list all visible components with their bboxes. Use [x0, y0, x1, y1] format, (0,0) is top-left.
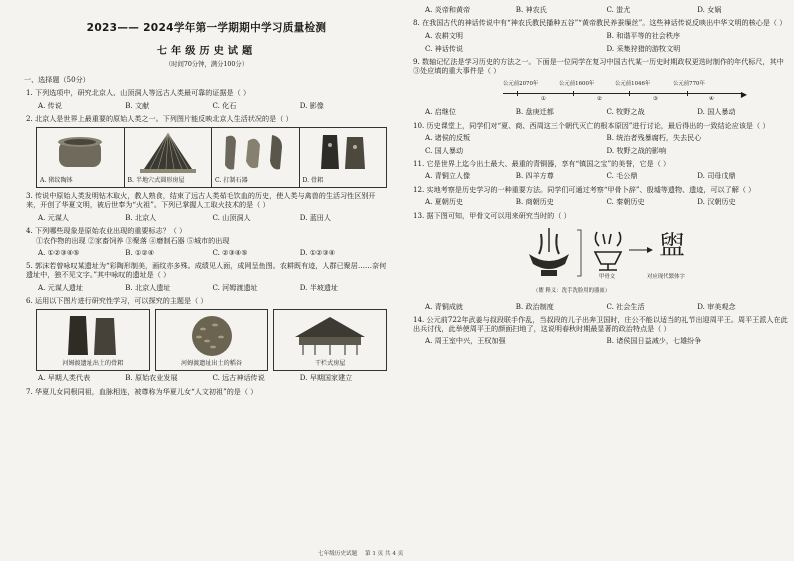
option-b[interactable]: B. 诸侯国日益减少，七雄纷争 — [606, 336, 702, 346]
option-a[interactable]: A. 夏朝历史 — [425, 197, 464, 207]
option-d[interactable]: D. ①②③④ — [299, 248, 336, 258]
option-c[interactable]: C. 毛公鼎 — [606, 171, 638, 181]
question-stem: 6. 运用以下图片进行研究性学习，可以探究的主题是（ ） — [26, 296, 208, 306]
options — [38, 214, 387, 223]
question-stem: 8. 在我国古代的神话传说中有“神农氏教民播种五谷”“黄帝教民养蚕缫丝”。这些神话传说反映出中华文明的核心是（ ） — [413, 18, 787, 28]
option-b[interactable]: B. 商朝历史 — [515, 197, 554, 207]
section-heading: 一、选择题（50分） — [24, 74, 90, 84]
timeline-mark: ③ — [653, 95, 658, 102]
option-a[interactable]: A. 传说 — [38, 100, 62, 110]
timeline-label: 公元前1600年 — [559, 80, 595, 87]
exam-note: （时间70分钟，满分100分） — [164, 60, 248, 68]
rice-grain-image — [155, 309, 269, 371]
option-c[interactable]: C. 山顶洞人 — [212, 212, 251, 222]
option-d[interactable]: D. 影像 — [299, 100, 324, 110]
figure-caption: 甲骨文 — [599, 274, 616, 281]
question-stem: 2. 北京人是世界上最重要的原始人类之一。下列图片能反映北京人生活状况的是（ ） — [26, 113, 293, 123]
option-b[interactable]: B. 政治制度 — [515, 301, 554, 311]
option-b[interactable]: B. 原始农业发展 — [125, 373, 178, 383]
arrow-right-icon: ▶ — [740, 89, 747, 99]
option-d[interactable]: D. 蓝田人 — [299, 212, 331, 222]
options — [425, 303, 788, 312]
option-a[interactable]: A. 元谋人 — [38, 212, 69, 222]
option-a[interactable]: A. 农耕文明 — [425, 30, 464, 40]
bone-spade-image[interactable] — [300, 128, 387, 187]
option-a[interactable]: A. 周王室中兴，王权加强 — [425, 336, 506, 346]
question-2 — [26, 115, 387, 188]
stone-tools-image[interactable] — [212, 128, 300, 187]
timeline-tick — [573, 91, 574, 96]
figure-caption: （盥 释义：洗手洗脸用的器皿） — [533, 288, 611, 295]
question-4 — [26, 227, 387, 258]
option-b[interactable]: B. 盘庚迁都 — [515, 107, 554, 117]
option-d[interactable]: D. 牧野之战的影响 — [606, 145, 667, 155]
option-a[interactable]: A. 青铜成就 — [425, 301, 464, 311]
option-d[interactable]: D. 审美观念 — [697, 301, 736, 311]
option-b[interactable]: B. 北京人遗址 — [125, 282, 171, 292]
bone-spade-image — [36, 309, 150, 371]
timeline-tick — [629, 91, 630, 96]
basin-illustration-icon — [529, 228, 569, 276]
figure-caption: 对应现代繁体字 — [647, 274, 685, 281]
right-column — [397, 0, 794, 561]
footer-subject: 七年级历史试题 — [318, 551, 358, 557]
options — [425, 108, 788, 117]
question-stem: 4. 下列哪些现象是原始农业出现的重要标志？（ ） — [26, 225, 187, 235]
option-d[interactable]: D. 早期国家建立 — [299, 373, 353, 383]
question-10 — [413, 122, 788, 156]
timeline-tick — [687, 91, 688, 96]
question-8 — [413, 19, 788, 53]
option-c[interactable]: C. 化石 — [212, 100, 237, 110]
timeline — [503, 80, 747, 105]
option-d[interactable]: D. 采集狩猎的游牧文明 — [606, 43, 681, 53]
option-d[interactable]: D. 汉朝历史 — [697, 197, 736, 207]
question-stem: 3. 传说中原始人类发明钻木取火，教人熟食，结束了远古人类茹毛饮血的历史，使人类与禽兽的生活习性区别开来，开创了华夏文明，被后世奉为“火祖”。下列已掌握人工取火技术的是（ ） — [26, 191, 376, 210]
option-c[interactable]: C. ②③④⑤ — [212, 248, 248, 258]
oracle-bone-figure — [523, 224, 703, 299]
timeline-tick — [517, 91, 518, 96]
option-a[interactable]: A. 早期人类代表 — [38, 373, 91, 383]
option-b[interactable]: B. 和谐平等的社会秩序 — [606, 30, 681, 40]
pic-caption: B. 半地穴式圆形房屋 — [127, 177, 185, 185]
options — [38, 102, 387, 111]
question-stem: 12. 实地考察是历史学习的一种重要方法。同学们可通过考察“甲骨卜辞”、殷墟等遗物、遗迹，可以了解（ ） — [413, 184, 756, 194]
question-3 — [26, 192, 387, 222]
timeline-label: 公元前770年 — [673, 80, 705, 87]
option-a[interactable]: A. 启继位 — [425, 107, 456, 117]
option-c[interactable]: C. 蚩尤 — [606, 5, 631, 14]
option-a[interactable]: A. 诸侯的反叛 — [425, 132, 471, 142]
options — [425, 134, 788, 156]
exam-title: 2023—— 2024学年第一学期期中学习质量检测 — [86, 22, 327, 34]
page-footer — [318, 549, 409, 557]
option-c[interactable]: C. 神话传说 — [425, 43, 464, 53]
pic-caption: D. 骨耜 — [302, 177, 324, 185]
options — [425, 32, 788, 54]
modern-character: 盥 — [659, 231, 686, 262]
options — [38, 374, 387, 383]
option-d[interactable]: D. 司母戊鼎 — [697, 171, 736, 181]
oracle-glyph-icon — [595, 232, 621, 270]
option-c[interactable]: C. 河姆渡遗址 — [212, 282, 258, 292]
option-b[interactable]: B. 文献 — [125, 100, 150, 110]
option-a[interactable]: A. 元谋人遗址 — [38, 282, 84, 292]
pic-caption: 河姆渡遗址出土的稻谷 — [181, 360, 242, 368]
pic-caption: 河姆渡遗址出土的骨耜 — [62, 360, 124, 368]
timeline-label: 公元前1046年 — [615, 80, 651, 87]
semi-cave-house-image[interactable] — [125, 128, 213, 187]
options — [38, 284, 387, 293]
option-a[interactable]: A. 青铜立人像 — [425, 171, 471, 181]
option-d[interactable]: D. 国人暴动 — [697, 107, 736, 117]
option-a[interactable]: A. 炎帝和黄帝 — [425, 5, 471, 14]
option-c[interactable]: C. 秦朝历史 — [606, 197, 645, 207]
question-7-options — [425, 6, 788, 15]
question-stem: 11. 它是世界上迄今出土最大、最重的青铜器，享有“镇国之宝”的美誉，它是（ ） — [413, 159, 671, 169]
option-c[interactable]: C. 社会生活 — [606, 301, 645, 311]
timeline-mark: ① — [541, 95, 546, 102]
question-stem: 13. 据下图可知，甲骨文可以用来研究当时的（ ） — [413, 210, 571, 220]
question-7 — [26, 388, 387, 397]
pic-caption: 干栏式房屋 — [314, 360, 346, 368]
question-stem: 14. 公元前722年武姜与叔段联手作乱，当叔段的儿子出奔卫国时，庄公不能以适当的礼节出迎周平王。周平王派人在此出兵讨伐，此举使周平王的颜面扫地了，这说明春秋时期最显著的政治特点是（ ） — [413, 315, 788, 334]
option-d[interactable]: D. 半坡遗址 — [299, 282, 339, 292]
question-13 — [413, 212, 788, 312]
question-5 — [26, 262, 387, 292]
option-b[interactable]: B. 统治者残暴腐朽，失去民心 — [606, 132, 702, 142]
options — [425, 198, 788, 207]
option-d[interactable]: D. 女娲 — [697, 5, 722, 14]
option-a[interactable]: A. ①②③④⑤ — [38, 248, 80, 258]
question-9 — [413, 58, 788, 117]
footer-page: 第 1 页 共 4 页 — [364, 551, 404, 557]
option-b[interactable]: B. ①②④ — [125, 248, 155, 258]
option-b[interactable]: B. 神农氏 — [515, 5, 547, 14]
options — [425, 337, 788, 346]
question-stem: 1. 下列选项中，研究北京人、山顶洞人等远古人类最可靠的证据是（ ） — [26, 88, 251, 98]
option-c[interactable]: C. 远古神话传说 — [212, 373, 265, 383]
option-b[interactable]: B. 北京人 — [125, 212, 157, 222]
question-stem: 5. 郭沫若曾咏叹某遗址为“彩陶形制美，画纹亦多殊。成绩见人面，成网呈鱼图。农耕既有迹，人群已聚居……奈何遗址中，独不见文字。”其中咏叹的遗址是（ ） — [26, 261, 387, 280]
options — [38, 249, 387, 258]
exam-subject: 七年级历史试题 — [156, 46, 257, 58]
question-11 — [413, 160, 788, 181]
option-c[interactable]: C. 国人暴动 — [425, 145, 464, 155]
image-options — [36, 127, 387, 188]
image-row — [36, 309, 387, 371]
timeline-mark: ② — [597, 95, 602, 102]
pic-caption: C. 打制石器 — [215, 177, 248, 185]
stilt-house-image — [273, 309, 387, 371]
timeline-mark: ④ — [709, 95, 714, 102]
question-6 — [26, 297, 387, 383]
timeline-label: 公元前2070年 — [503, 80, 539, 87]
timeline-axis — [503, 93, 743, 94]
option-b[interactable]: B. 四羊方尊 — [515, 171, 554, 181]
question-items: ①农作物的出现 ②家畜饲养 ③聚落 ④磨制石器 ⑤城市的出现 — [36, 235, 230, 245]
question-1 — [26, 89, 387, 110]
question-14 — [413, 316, 788, 346]
pic-caption: A. 猪纹陶钵 — [40, 177, 73, 185]
question-12 — [413, 186, 788, 207]
pottery-bowl-image[interactable] — [37, 128, 125, 187]
question-stem: 9. 数轴记忆法是学习历史的方法之一。下面是一位同学在复习中国古代某一历史时期政权更迭时制作的年代标尺，其中③处应填的重大事件是（ ） — [413, 56, 784, 75]
options — [425, 172, 788, 181]
question-stem: 10. 历史课堂上，同学们对“夏、商、西周这三个朝代灭亡的根本原因”进行讨论，最后得出的一致结论应该是（ ） — [413, 120, 770, 130]
option-c[interactable]: C. 牧野之战 — [606, 107, 645, 117]
question-stem: 7. 华夏儿女同根同祖，血脉相连，被尊称为华夏儿女“人文初祖”的是（ ） — [26, 386, 258, 396]
